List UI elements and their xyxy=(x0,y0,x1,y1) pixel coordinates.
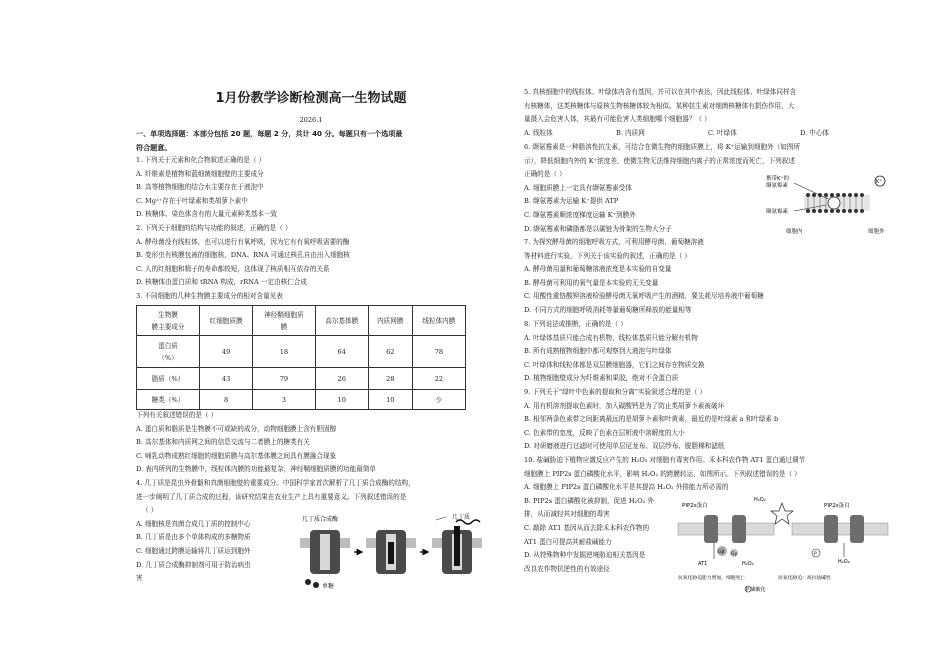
g-gamma-label: Gγ xyxy=(731,552,738,557)
stress-burst-icon xyxy=(771,503,793,524)
table-row xyxy=(137,336,466,368)
table-cell: 28 xyxy=(368,368,412,390)
valinomycin-ring xyxy=(828,197,840,209)
question-5: 5. 真核细胞中的线粒体、叶绿体内含有基因，并可以在其中表达，因此线粒体、叶绿体同样含 有核糖体，这类核糖体与原核生物核糖体较为相似。某种抗生素对细菌核糖体有损伤作用，大 量摄入会危害人体，其最有可能危害人类细胞哪个细胞器？（ ） A. 线粒体 B. 内质网 C. 叶绿体 D. 中心体 xyxy=(524,86,890,140)
question-3: 下列有关叙述错误的是（ ） A. 蛋白质和脂质是生物膜不可或缺的成分，动物细胞膜上含有胆固醇 B. 高尔基体和内质网之间的信息交流与二者膜上的糖类有关 C. 哺乳动物成熟红细胞的细胞质膜与高尔基体膜之间具有膜融合现象 D. 表内所列的生物膜中，线粒体内膜的功能最复杂，神经鞘细胞质膜的功能最简单 xyxy=(136,411,377,474)
table-row-label: 脂质（%） xyxy=(137,368,200,390)
membrane-composition-table xyxy=(136,305,466,410)
question-8: 8. 下列说法或推断，正确的是（ ） A. 叶绿体基质只能合成有机物，线粒体基质只能分解有机物 B. 所有成熟植物细胞中都可观察到大液泡与叶绿体 C. 叶绿体和线粒体都是双层膜细胞器，它们之间存在物质交换 D. 植物细胞壁成分为纤维素和果胶，绝对不含蛋白质 xyxy=(524,320,705,383)
table-header-row xyxy=(137,306,466,336)
question-4: 4. 几丁质是昆虫外骨骼和真菌细胞壁的重要成分。中国科学家首次解析了几丁质合成酶的结构， 进一步阐明了几丁质合成的过程，该研究结果在农业生产上具有重要意义。下列叙述错误的是 （ ） A. 细胞核是真菌合成几丁质的控制中心 B. 几丁质是由多个单体构成的多糖物质 C. 细胞通过跨膜运输将几丁质运到胞外 D. 几丁质合成酶抑制剂可用于防治病虫 害 xyxy=(136,479,415,583)
question-10: 10. 盐碱胁迫下植物应激反应产生的 H₂O₂ 对细胞有毒害作用。禾本科农作物 AT1 蛋白通过调节 细胞膜上 PIP2s 蛋白磷酸化水平，影响 H₂O₂ 的跨膜转运，如图所示。下列叙述错误的是（ ） A. 细胞膜上 PIP2s 蛋白磷酸化水平是其提高 H₂O₂ 外排能力所必需的 B. PIP2s 蛋白磷酸化被抑制，促进 H₂O₂ 外 排，从而减轻其对细胞的毒害 C. 敲除 AT1 基因从而去除禾本科农作物的 AT1 蛋白可提高其耐盐碱能力 D. 从特殊物种中发掘逆境胁迫相关基因是 改良农作物抗逆性的有效途径 xyxy=(524,456,806,573)
table-corner-cell: 生物膜 膜主要成分 xyxy=(137,306,200,336)
table-cell: 64 xyxy=(315,336,368,368)
pip2s-label-left: PIP2s蛋白 xyxy=(682,503,708,509)
table-cell: 22 xyxy=(412,368,465,390)
table-cell: 49 xyxy=(200,336,253,368)
question-9: 9. 下列关于“绿叶中色素的提取和分离”实验叙述合理的是（ ） A. 用有机溶剂提取色素时，加入碳酸钙是为了防止类胡萝卜素被破坏 B. 相邻两条色素带之间距离最远的是胡萝卜素和叶黄素，最近的是叶绿素 a 和叶绿素 b C. 色素带的宽度，反映了色素在层析液中溶解度的大小 D. 对研磨液进行过滤时可使用单层尼龙布、双层纱布、脱脂棉和滤纸 xyxy=(524,388,779,451)
table-cell: 78 xyxy=(412,336,465,368)
legend-label: P 磷酸化 xyxy=(746,587,766,593)
carrier-label-2: 缬氨霉素 xyxy=(766,183,789,189)
membrane-panel-3 xyxy=(432,520,482,574)
table-row-label: 蛋白质 （%） xyxy=(137,336,200,368)
valinomycin-figure xyxy=(764,171,894,237)
table-cell: 26 xyxy=(315,368,368,390)
section-one-heading: 一、单项选择题：本部分包括 20 题，每题 2 分，共计 40 分。每题只有一个选项最 符合题意。 xyxy=(136,129,403,152)
table-header-cell: 内质网膜 xyxy=(368,306,412,336)
left-membrane xyxy=(678,515,774,543)
table-row xyxy=(137,390,466,410)
question-1: 1. 下列关于元素和化合物叙述正确的是（ ） A. 纤维素是植物和蓝细菌细胞壁的主要成分 B. 高等植物细胞的结合水主要存在于液泡中 C. Mg²⁺存在于叶绿素和类胡萝卜素中 D. 核糖体、染色体含有的大量元素种类基本一致 xyxy=(136,156,278,219)
potassium-label: K⁺ xyxy=(876,179,882,185)
table-cell: 62 xyxy=(368,336,412,368)
table-row-label: 糖类（%） xyxy=(137,390,200,410)
question-2: 2. 下列关于细胞的结构与功能的叙述，正确的是（ ） A. 酵母菌没有线粒体，也可以进行有氧呼吸，因为它有有氧呼吸需要的酶 B. 变形虫有核膜包被的细胞核，DNA、RNA 可通过核孔自由出入细胞核 C. 人的红细胞和精子的寿命都较短，这体现了核质相互依存的关系 D. 核糖体由蛋白质和 tRNA 构成，rRNA 一定由核仁合成 xyxy=(136,224,350,287)
table-cell: 18 xyxy=(253,336,315,368)
table-row xyxy=(137,368,466,390)
membrane-panel-1 xyxy=(300,530,350,588)
question-7: 7. 为探究酵母菌的细胞呼吸方式，可利用酵母菌、葡萄糖溶液 等材料进行实验。下列关于该实验的叙述，正确的是（ ） A. 酵母菌用量和葡萄糖溶液浓度是本实验的自变量 B. 酵母菌可利用的氧气量是本实验的无关变量 C. 用酸性重铬酸钾溶液检验酵母菌无氧呼吸产生的酒精，要先耗尽培养液中葡萄糖 D. 不同方式的细胞呼吸消耗等量葡萄糖所释放的能量相等 xyxy=(524,238,764,314)
table-header-cell: 红细胞质膜 xyxy=(200,306,253,336)
table-cell: 79 xyxy=(253,368,315,390)
h2o2-label-left: H₂O₂ xyxy=(742,561,754,567)
table-header-cell: 神经鞘细胞质 膜 xyxy=(253,306,315,336)
table-cell: 8 xyxy=(200,390,253,410)
paper-date: 2026.1 xyxy=(299,116,323,124)
caption-left: 抗氧化胁迫能力增加，细胞死亡 xyxy=(678,576,746,581)
h2o2-label-top: H₂O₂ xyxy=(754,497,766,503)
cell-outside-label: 细胞外 xyxy=(868,229,885,235)
table-cell: 10 xyxy=(315,390,368,410)
valinomycin-label: 缬氨霉素 xyxy=(766,209,789,215)
chitin-label: 几丁质 xyxy=(452,514,471,521)
table-header-cell: 高尔基体膜 xyxy=(315,306,368,336)
table-cell: 3 xyxy=(253,390,315,410)
chitin-synthase-label: 几丁质合成酶 xyxy=(302,516,339,523)
question-5-options: A. 线粒体 B. 内质网 C. 叶绿体 D. 中心体 xyxy=(524,128,830,137)
table-header-cell: 线粒体内膜 xyxy=(412,306,465,336)
phosphate-label: P xyxy=(814,552,817,557)
table-cell: 43 xyxy=(200,368,253,390)
membrane-panel-2 xyxy=(366,530,416,574)
pip2s-at1-figure xyxy=(674,493,892,595)
h2o2-label-right: H₂O₂ xyxy=(838,559,850,565)
chitin-synthase-figure xyxy=(296,512,486,592)
g-beta-label: Gβ xyxy=(718,550,725,555)
table-cell: 10 xyxy=(368,390,412,410)
right-membrane xyxy=(792,515,888,543)
carrier-label: 携带K⁺的 xyxy=(766,176,790,182)
at1-label: AT1 xyxy=(698,561,708,567)
table-cell: 少 xyxy=(412,390,465,410)
monosaccharide-label: 单糖 xyxy=(322,583,335,590)
cell-inside-label: 细胞内 xyxy=(786,229,803,235)
paper-title: 1月份教学诊断检测高一生物试题 xyxy=(215,91,407,106)
caption-right: 抗氧化胁迫：高抗盐碱性 xyxy=(778,576,831,581)
question-3-intro: 3. 不同细胞的几种生物膜主要成分的相对含量见表 xyxy=(136,292,283,300)
question-6: 6. 缬氨霉素是一种脂溶性抗生素，可结合在微生物的细胞质膜上，将 K⁺运输到细胞外（如图所 示），降低细胞内外的 K⁺浓度差，使微生物无法维持细胞内离子的正常浓度而死亡，下列叙述 正确的是（ ） A. 细胞质膜上一定具有缬氨霉素受体 B. 缬氨霉素为运输 K⁺提供 ATP C. 缬氨霉素顺浓度梯度运输 K⁺到膜外 D. 缬氨霉素和磷脂都是以碳链为骨架的生物大分子 xyxy=(524,143,801,233)
pip2s-label-right: PIP2s蛋白 xyxy=(824,503,850,509)
